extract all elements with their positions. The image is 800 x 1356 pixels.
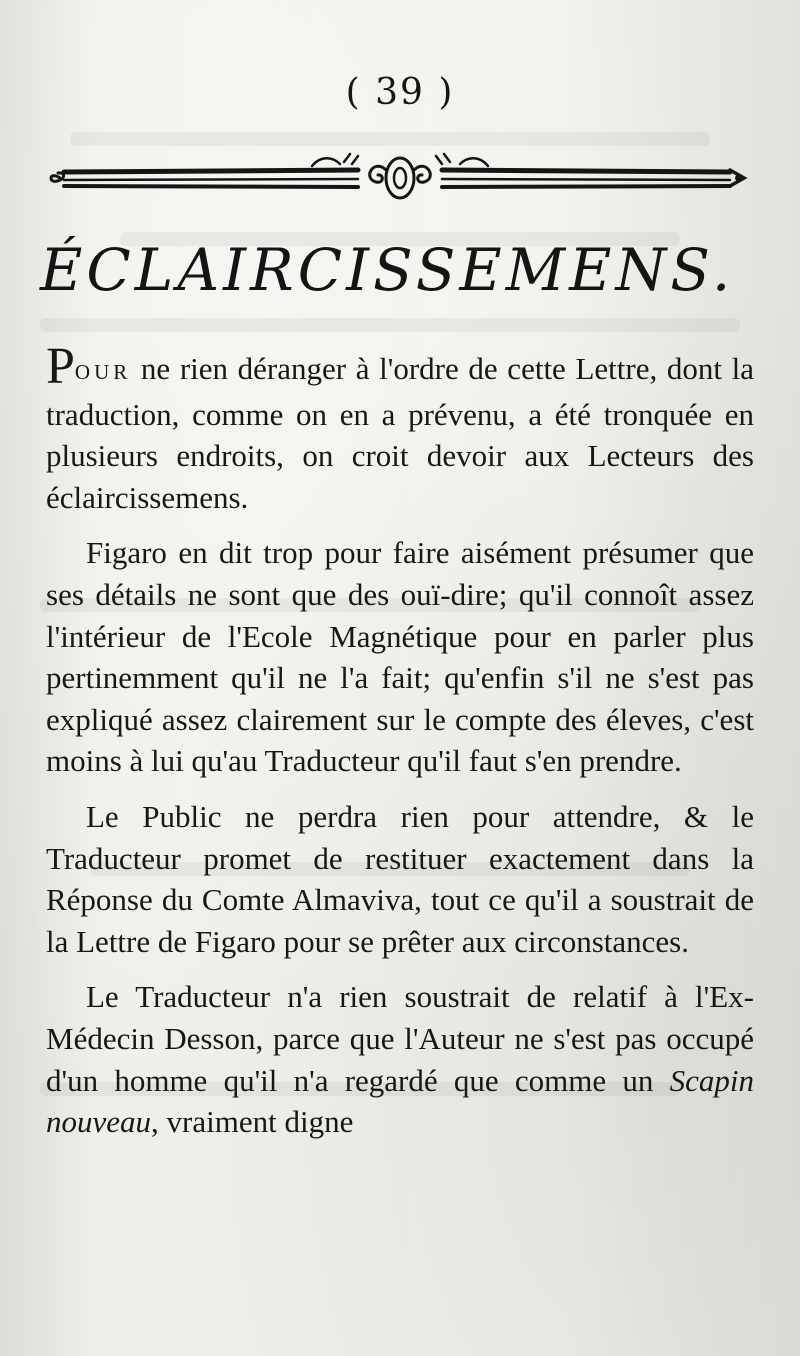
bleed-through-shadow bbox=[70, 132, 710, 146]
section-heading: ÉCLAIRCISSEMENS. bbox=[40, 236, 735, 304]
small-caps-word: OUR bbox=[74, 360, 132, 384]
paragraph-1-text: ne rien déranger à l'ordre de cette Lettre, dont la traduction, comme on en a prévenu, a été tronquée en plusieurs endroits, on croit devoir aux Lecteurs des éclaircissemens. bbox=[46, 351, 754, 515]
paragraph-4-text-end: , vraiment digne bbox=[151, 1104, 354, 1140]
paragraph-3: Le Public ne perdra rien pour attendre, & le Traducteur promet de restituer exactement dans la Réponse du Comte Almaviva, tout ce qu'il a soustrait de la Lettre de Figaro pour se prêter aux circonstances. bbox=[46, 798, 754, 959]
page-number: ( 39 ) bbox=[345, 72, 455, 113]
italic-phrase: Scapin nouveau bbox=[46, 1062, 754, 1140]
paragraph-4-text-start: Le Traducteur n'a rien soustrait de relatif à l'Ex-Médecin Desson, parce que l'Auteur ne s'est pas occupé d'un homme qu'il n'a regardé que comme un bbox=[46, 979, 754, 1098]
paragraph-2: Figaro en dit trop pour faire aisément présumer que ses détails ne sont que des ouï-dire; qu'il connoît assez l'intérieur de l'Ecole Magnétique pour en parler plus pertinemment qu'il ne l'a fait; qu'enfin s'il ne s'est pas expliqué assez clairement sur le compte des éleves, c'est moins à lui qu'au Traducteur qu'il faut s'en prendre. bbox=[46, 535, 754, 779]
paragraph-1 bbox=[46, 338, 754, 518]
drop-cap: P bbox=[46, 338, 75, 395]
paragraph-4 bbox=[46, 976, 754, 1142]
body-text bbox=[46, 338, 754, 1157]
bleed-through-shadow bbox=[40, 318, 740, 332]
decorative-rule-ornament bbox=[40, 148, 760, 204]
